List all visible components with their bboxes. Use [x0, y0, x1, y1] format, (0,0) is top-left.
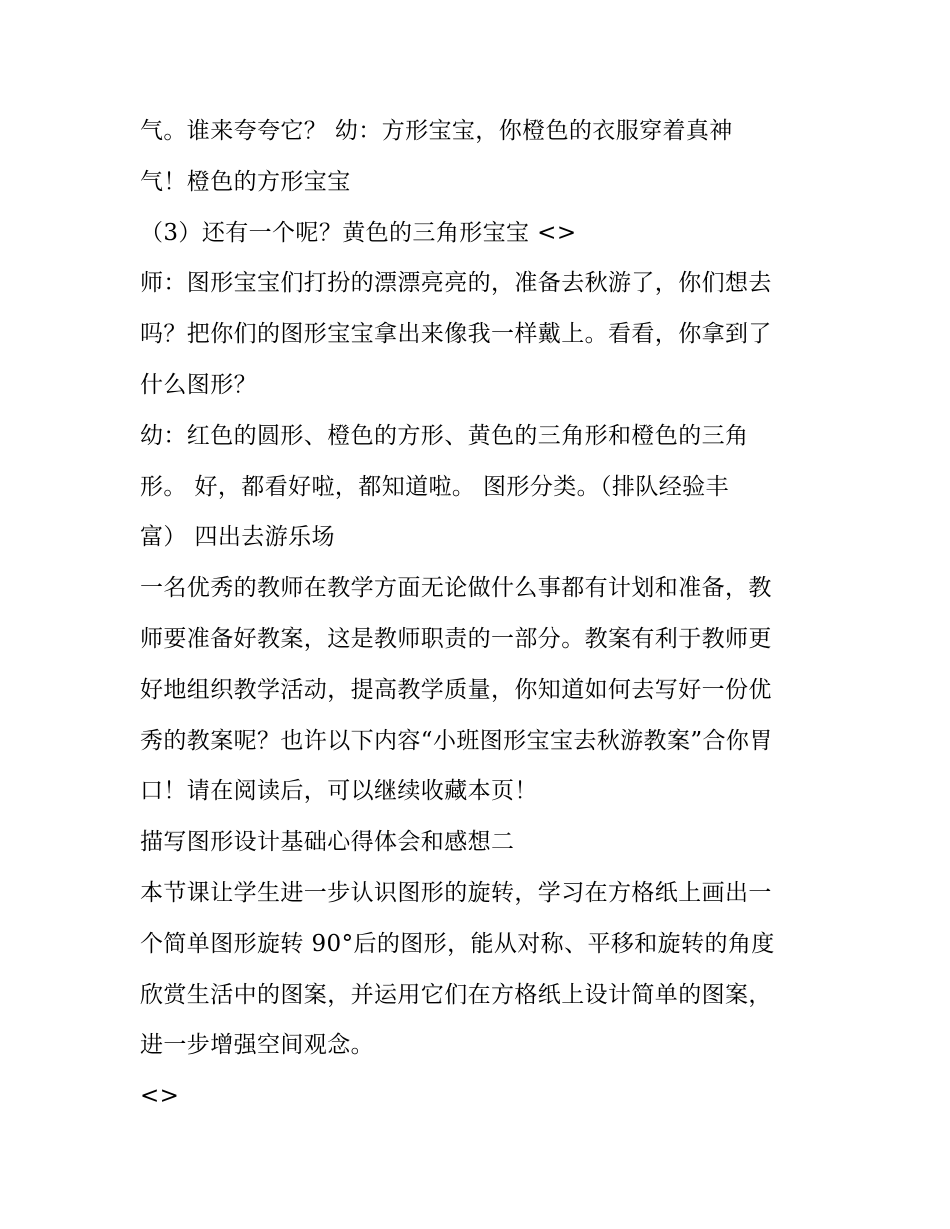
text-line: 师要准备好教案，这是教师职责的一部分。教案有利于教师更	[140, 625, 772, 652]
text-line: 什么图形？	[140, 371, 257, 398]
text-line: 进一步增强空间观念。	[140, 1032, 374, 1059]
text-line: 本节课让学生进一步认识图形的旋转，学习在方格纸上画出一	[140, 879, 772, 906]
text-line: 吗？把你们的图形宝宝拿出来像我一样戴上。看看，你拿到了	[140, 321, 772, 348]
text-line: 气。谁来夸夸它？ 幼：方形宝宝，你橙色的衣服穿着真神	[140, 118, 733, 144]
text-line: 个简单图形旋转 90°后的图形，能从对称、平移和旋转的角度	[140, 930, 775, 957]
text-line: 形。 好，都看好啦，都知道啦。 图形分类。（排队经验丰	[140, 473, 729, 500]
text-line: 口！请在阅读后，可以继续收藏本页！	[140, 778, 538, 805]
text-line: 欣赏生活中的图案，并运用它们在方格纸上设计简单的图案，	[140, 981, 772, 1008]
text-line: 幼：红色的圆形、橙色的方形、黄色的三角形和橙色的三角	[140, 422, 749, 449]
text-line: 富） 四出去游乐场	[140, 524, 335, 551]
text-line: 师：图形宝宝们打扮的漂漂亮亮的，准备去秋游了，你们想去	[140, 270, 772, 297]
document-body	[140, 106, 820, 1122]
text-line: （3）还有一个呢？黄色的三角形宝宝 <>	[140, 219, 577, 246]
text-line: 气！橙色的方形宝宝	[140, 168, 351, 195]
text-line: 好地组织教学活动，提高教学质量，你知道如何去写好一份优	[140, 676, 772, 703]
text-line: <>	[140, 1083, 180, 1110]
text-line: 秀的教案呢？也许以下内容“小班图形宝宝去秋游教案”合你胃	[140, 727, 773, 754]
text-line: 一名优秀的教师在教学方面无论做什么事都有计划和准备，教	[140, 575, 772, 602]
section-heading: 描写图形设计基础心得体会和感想二	[140, 829, 515, 856]
